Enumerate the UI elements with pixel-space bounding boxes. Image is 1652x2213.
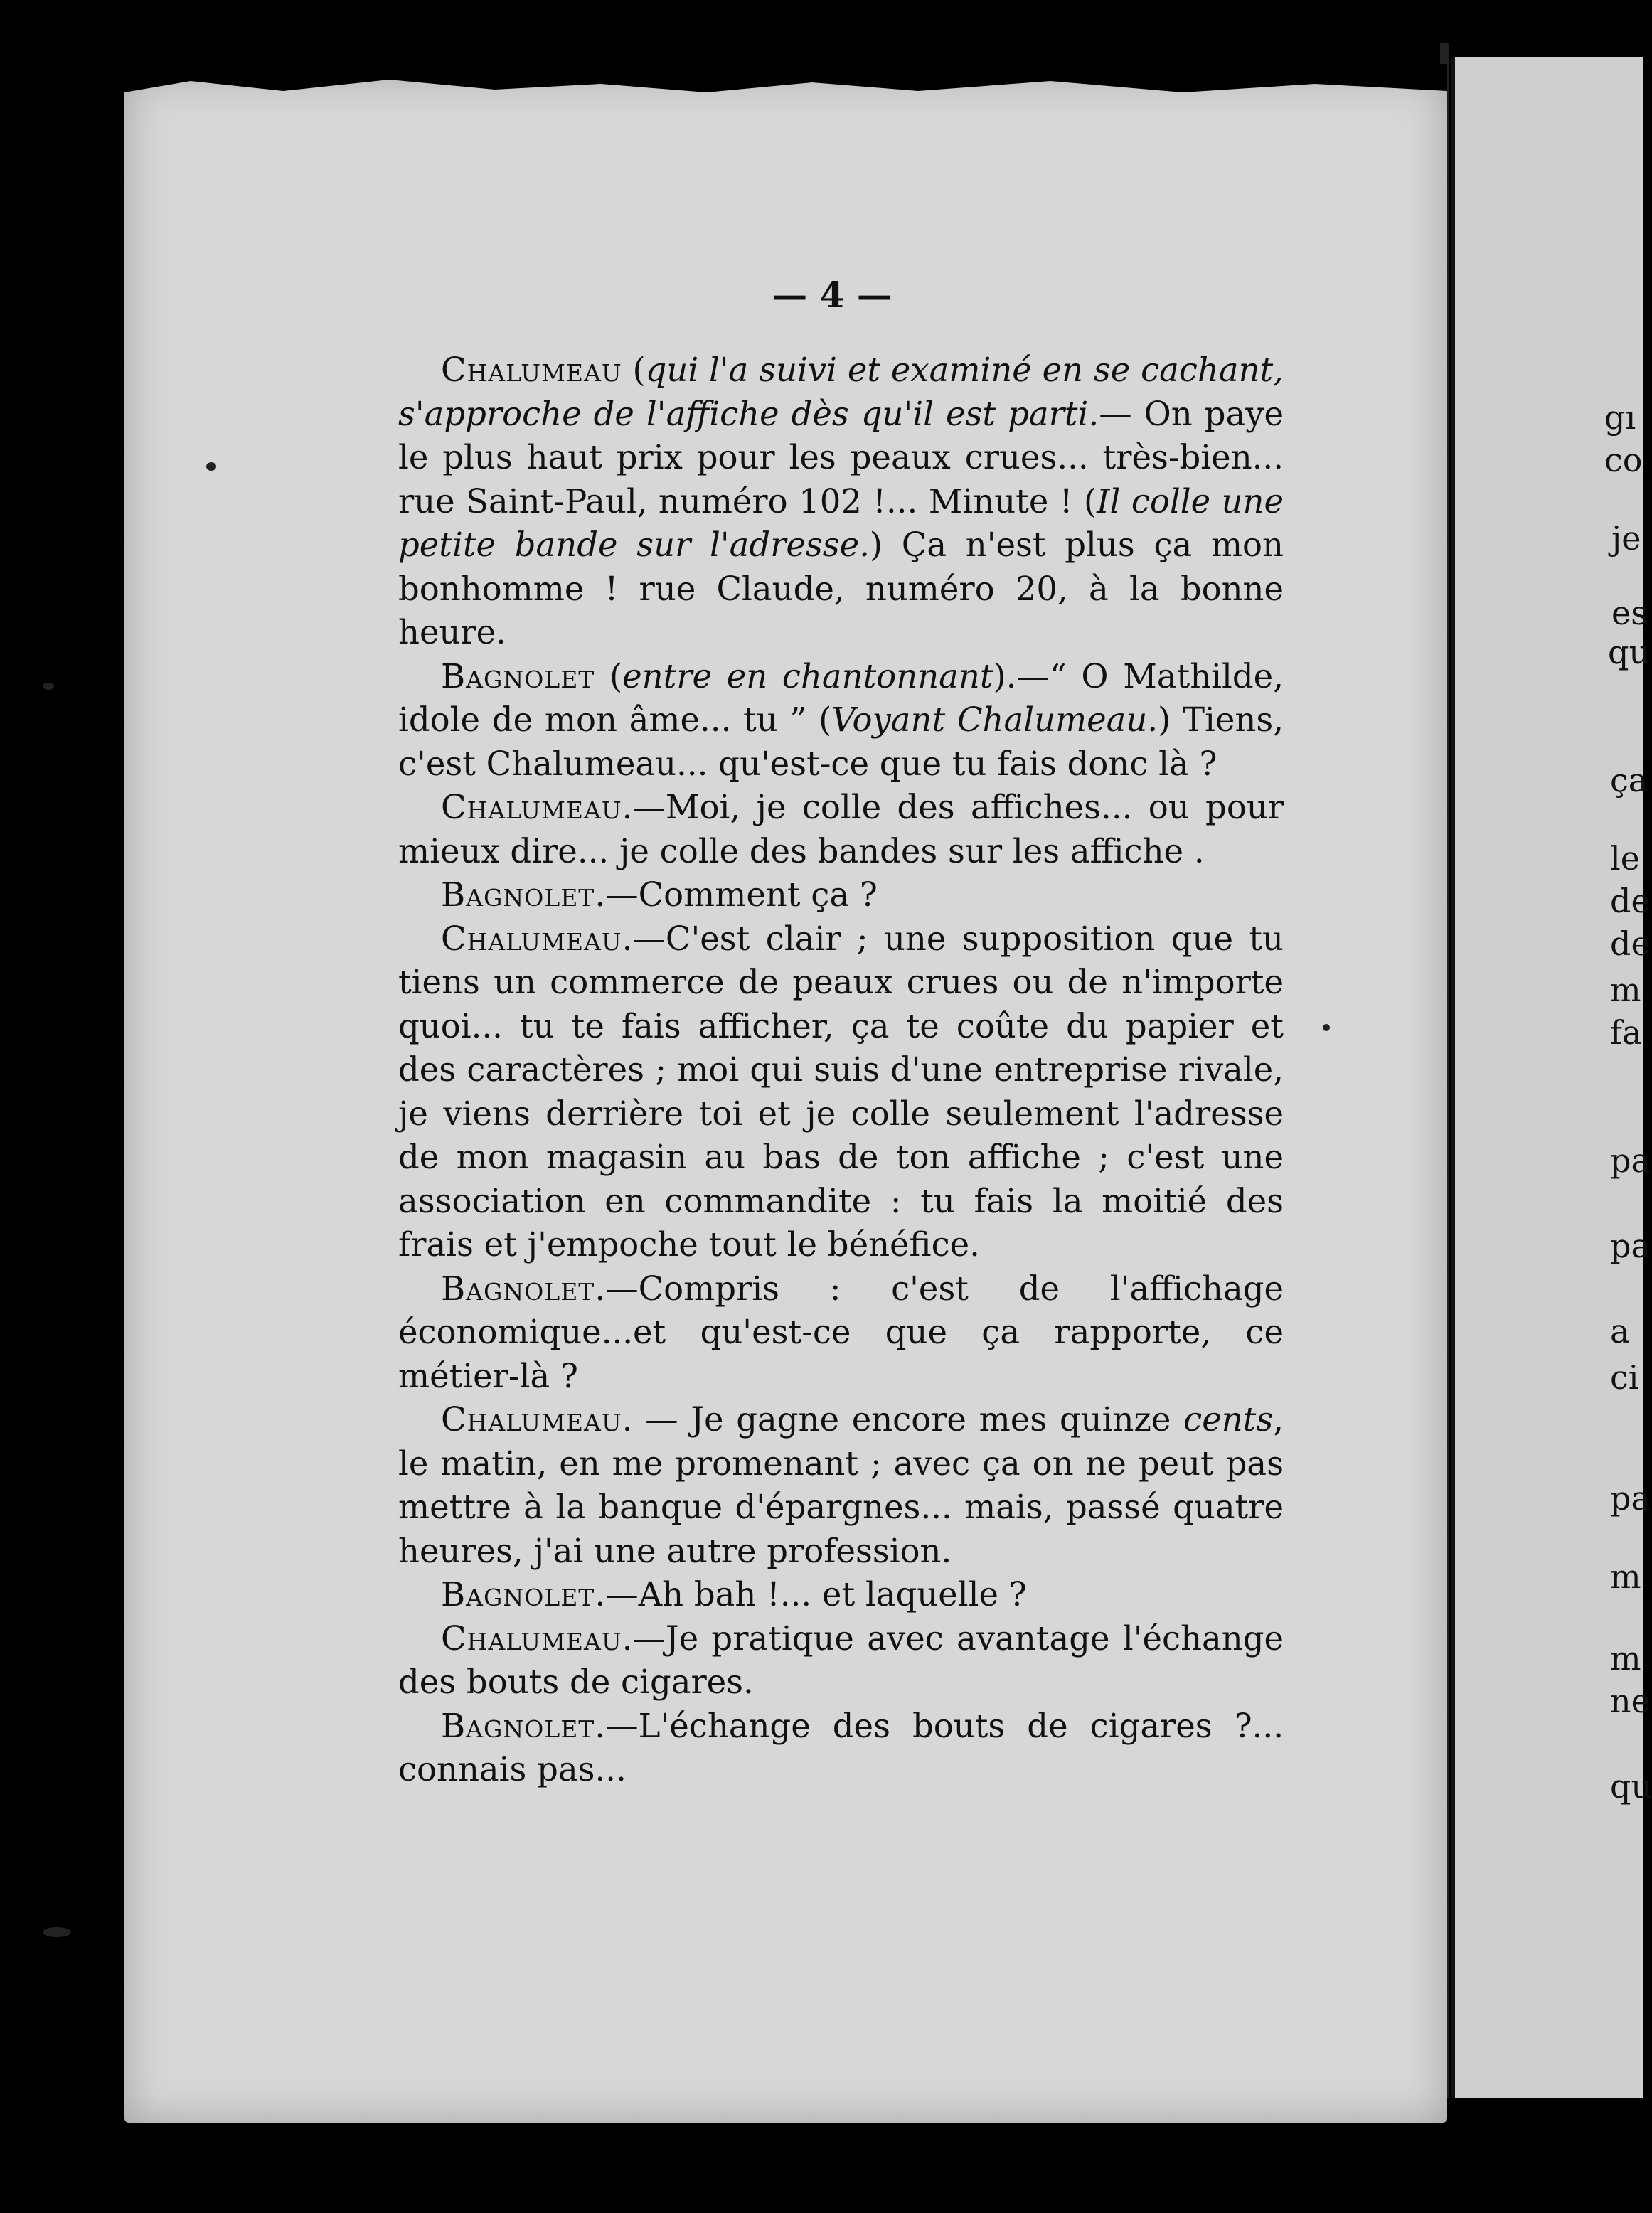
dialogue-paragraph <box>398 1617 1284 1705</box>
speaker-name: Bagnolet <box>441 656 595 695</box>
dialogue-text: .—Moi, je colle des affiches... ou pour mieux dire... je colle des bandes sur les affiche . <box>398 788 1284 870</box>
adjacent-text-fragment: pa <box>1610 1479 1651 1518</box>
dialogue-text: .—Ah bah !... et laquelle ? <box>595 1575 1027 1614</box>
adjacent-text-fragment: je <box>1611 519 1641 558</box>
scan-speck <box>43 683 54 690</box>
dialogue-paragraph <box>398 786 1284 873</box>
speaker-name: Bagnolet <box>441 875 595 914</box>
dialogue-text: ( <box>622 351 646 389</box>
dialogue-paragraph <box>398 1267 1284 1399</box>
stage-direction: Voyant Chalumeau. <box>831 700 1158 739</box>
adjacent-text-fragment: qu <box>1608 633 1651 671</box>
scan-speck <box>206 462 216 471</box>
dialogue-text: ( <box>595 656 623 695</box>
adjacent-text-fragment: m <box>1610 1557 1641 1596</box>
dialogue-text: , le matin, en me promenant ; avec ça on ne peut pas mettre à la banque d'épargnes... mais, passé quatre heures, j'ai une autre profession. <box>398 1400 1284 1570</box>
dialogue-paragraph <box>398 1573 1284 1617</box>
speaker-name: Chalumeau <box>441 1400 622 1439</box>
speaker-name: Bagnolet <box>441 1575 595 1614</box>
page-number: — 4 — <box>772 274 892 316</box>
adjacent-text-fragment: ne <box>1610 1682 1651 1720</box>
speaker-name: Chalumeau <box>441 919 622 958</box>
speaker-name: Chalumeau <box>441 1619 622 1658</box>
dialogue-text: .—L'échange des bouts de cigares ?... connais pas... <box>398 1706 1284 1788</box>
dialogue-paragraph <box>398 1705 1284 1792</box>
play-text <box>398 348 1284 1792</box>
dialogue-text: .—Je pratique avec avantage l'échange des bouts de cigares. <box>398 1619 1284 1701</box>
dialogue-paragraph <box>398 655 1284 786</box>
speaker-name: Chalumeau <box>441 351 622 389</box>
adjacent-text-fragment: gı <box>1604 398 1636 437</box>
adjacent-text-fragment: le <box>1610 839 1640 878</box>
dialogue-paragraph <box>398 917 1284 1267</box>
speaker-name: Bagnolet <box>441 1269 595 1308</box>
dialogue-paragraph <box>398 1398 1284 1573</box>
dialogue-text: — On paye le plus haut prix pour les peaux crues... très-bien... rue Saint-Paul, numéro 102 !... Minute ! ( <box>398 394 1284 521</box>
dialogue-text: ).—“ O Mathilde, idole de mon âme... tu ” ( <box>398 656 1284 739</box>
adjacent-text-fragment: m <box>1610 1639 1641 1678</box>
scan-speck <box>43 1927 71 1937</box>
adjacent-text-fragment: pa <box>1610 1141 1651 1180</box>
stage-direction: Il colle une petite bande sur l'adresse. <box>398 481 1284 564</box>
speaker-name: Chalumeau <box>441 788 622 826</box>
adjacent-text-fragment: de <box>1610 882 1651 920</box>
dialogue-text: .—C'est clair ; une supposition que tu tiens un commerce de peaux crues ou de n'importe quoi... tu te fais afficher, ça te coûte du papier et des caractères ; moi qui suis d'une entreprise rivale, je viens derrière toi et je colle seulement l'adresse de mon magasin au bas de ton affiche ; c'est une association en commandite : tu fais la moitié des frais et j'empoche tout le bénéfice. <box>398 919 1284 1264</box>
stage-direction: qui l'a suivi et examiné en se cachant, s'approche de l'affiche dès qu'il est parti. <box>398 351 1284 433</box>
stage-direction: entre en chantonnant <box>622 656 993 695</box>
dialogue-paragraph <box>398 348 1284 655</box>
adjacent-text-fragment: ça <box>1610 761 1648 799</box>
adjacent-text-fragment: es <box>1611 594 1648 632</box>
adjacent-text-fragment: a <box>1610 1312 1630 1350</box>
dialogue-text: ) Ça n'est plus ça mon bonhomme ! rue Claude, numéro 20, à la bonne heure. <box>398 526 1284 651</box>
adjacent-text-fragment: de <box>1610 924 1651 963</box>
scan-speck <box>1323 1024 1330 1031</box>
adjacent-page <box>1451 57 1652 2098</box>
adjacent-text-fragment: pa <box>1610 1227 1651 1265</box>
dialogue-text: .—Compris : c'est de l'affichage économique...et qu'est-ce que ça rapporte, ce métier-là ? <box>398 1269 1284 1395</box>
italic-word: cents <box>1183 1400 1274 1439</box>
adjacent-text-fragment: ci <box>1610 1358 1639 1397</box>
dialogue-paragraph <box>398 873 1284 917</box>
dialogue-text: ) Tiens, c'est Chalumeau... qu'est-ce que tu fais donc là ? <box>398 700 1284 783</box>
adjacent-text-fragment: qu <box>1610 1767 1652 1806</box>
adjacent-text-fragment: fa <box>1610 1013 1642 1052</box>
adjacent-text-fragment: m <box>1610 971 1641 1009</box>
dialogue-text: . — Je gagne encore mes quinze <box>622 1400 1184 1439</box>
speaker-name: Bagnolet <box>441 1706 595 1745</box>
dialogue-text: .—Comment ça ? <box>595 875 878 914</box>
adjacent-text-fragment: co <box>1604 441 1643 479</box>
